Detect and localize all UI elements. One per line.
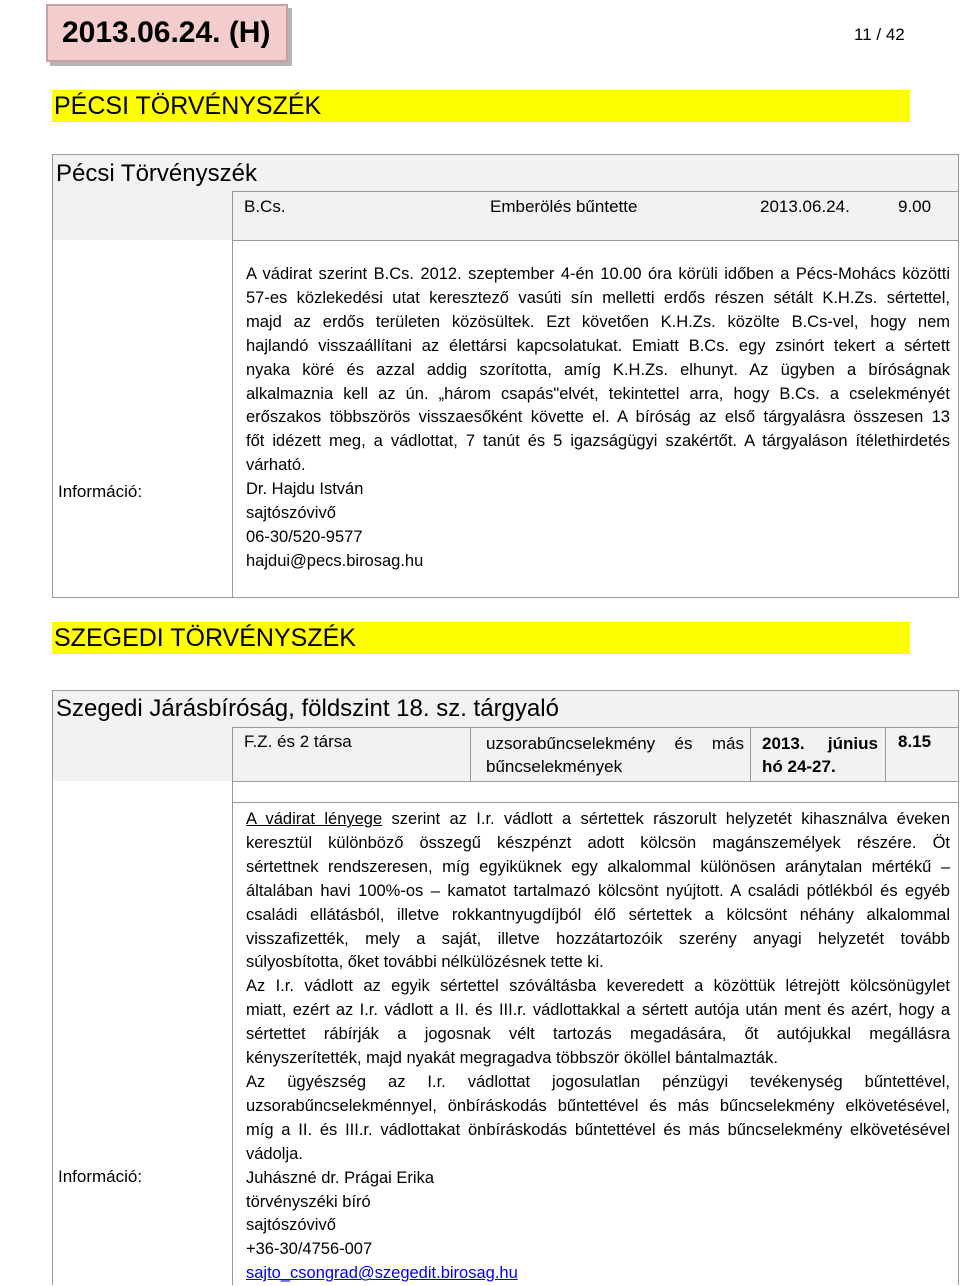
contact-name-szeged: Juhászné dr. Prágai Erika [246, 1168, 435, 1187]
contact-name: Dr. Hajdu István [246, 480, 364, 499]
info-label-pecs: Információ: [58, 482, 143, 501]
case-time: 9.00 [898, 197, 932, 216]
case-charge: Emberölés bűntette [490, 197, 638, 216]
case-description-pecs: A vádirat szerint B.Cs. 2012. szeptember 4-én 10.00 óra körüli időben a Pécs-Mohács közötti 57-es közlekedési utat keresztező vasúti sín melletti erdős részen sétált K.H.Zs. sértettel, majd az erdős területen közösültek. Ezt követően K.H.Zs. közölte B.Cs-vel, hogy nem hajlandó visszaállítani az élettársi kapcsolatukat. Emiatt B.Cs. egy zsinórt tekert a sértett nyaka köré és azzal addig szorította, amíg K.H.Zs. elhunyt. Az ügyben a bíróságnak alkalmaznia kell az ún. „három csapás"elvét, tekintettel arra, hogy B.Cs. a cselekményét erőszakos többszörös visszaesőként követte el. A bíróság az első tárgyalásra összesen 13 főt idézett meg, a vádlottat, 7 tanút és 5 igazságügyi szakértőt. A tárgyaláson ítélethirdetés várható. Dr. Hajdu István sajtószóvivő 06-30/520-9577 hajdui@pecs.birosag.hu [246, 263, 950, 574]
case-date-szeged: 2013. június hó 24-27. [762, 734, 878, 776]
contact-role: sajtószóvivő [246, 504, 336, 523]
date-badge [46, 4, 288, 62]
page-number: 11 / 42 [854, 25, 905, 44]
contact-email[interactable]: hajdui@pecs.birosag.hu [246, 551, 424, 570]
case-defendant-szeged: F.Z. és 2 társa [244, 732, 352, 751]
contact-role2-szeged: sajtószóvivő [246, 1216, 336, 1235]
contact-email-link[interactable]: sajto_csongrad@szegedit.birosag.hu [246, 1264, 518, 1283]
case-description-szeged: A vádirat lényege szerint az I.r. vádlott a sértettek rászorult helyzetét kihasználva éveken keresztül különböző összegű készpénzt adott kölcsön magánszemélyek részére. Öt sértettnek rendszeresen, míg egyiküknek egy alkalommal különösen aránytalan mértékű – általában havi 100%-os – kamatot tartalmazó kölcsönt nyújtott. A családi pótlékból és egyéb családi ellátásból, illetve rokkantnyugdíjból élő sértettek a kölcsönt néhány alkalommal visszafizették, mely a saját, illetve hozzátartozóik szerény anyagi helyzetét tovább súlyosbította, őket további nélkülözésnek tette ki. Az I.r. vádlott az egyik sértettel szóváltásba keveredett a közöttük létrejött kölcsönügylet miatt, ezért az I.r. vádlott a II. és III.r. vádlottakkal a sértett autója után ment és azért, hogy a sértettet rábírják a jogosnak vélt tartozás megadására, őt autójukkal megállásra kényszerítették, majd nyakát megragadva többször ököllel bántalmazták. Az ügyészség az I.r. vádlottat jogosulatlan pénzügyi tevékenység bűntettével, uzsorabűncselekménnyel, önbíráskodás bűntettével és más bűncselekmény elkövetésével, míg a II. és III.r. vádlottakat önbíráskodás bűntettével és más bűncselekmény elkövetésével vádolja. Juhászné dr. Prágai Erika törvényszéki bíró sajtószóvivő +36-30/4756-007 sajto_csongrad@szegedit.birosag.hu [246, 808, 950, 1286]
section-title-pecs: PÉCSI TÖRVÉNYSZÉK [52, 90, 910, 122]
section-title-szeged: SZEGEDI TÖRVÉNYSZÉK [52, 622, 910, 654]
contact-role1-szeged: törvényszéki bíró [246, 1192, 371, 1211]
case-charge-szeged: uzsorabűncselekmény és más bűncselekmények [486, 734, 744, 776]
court-name-pecs: Pécsi Törvényszék [56, 160, 257, 187]
case-defendant: B.Cs. [244, 197, 286, 216]
case-date: 2013.06.24. [760, 197, 850, 216]
case-time-szeged: 8.15 [898, 732, 932, 751]
court-name-szeged: Szegedi Járásbíróság, földszint 18. sz. tárgyaló [56, 695, 559, 722]
info-label-szeged: Információ: [58, 1167, 143, 1186]
contact-phone-szeged: +36-30/4756-007 [246, 1240, 373, 1259]
lead-underlined: A vádirat lényege [246, 810, 383, 828]
contact-phone: 06-30/520-9577 [246, 527, 363, 546]
date-text: 2013.06.24. (H) [62, 16, 271, 49]
